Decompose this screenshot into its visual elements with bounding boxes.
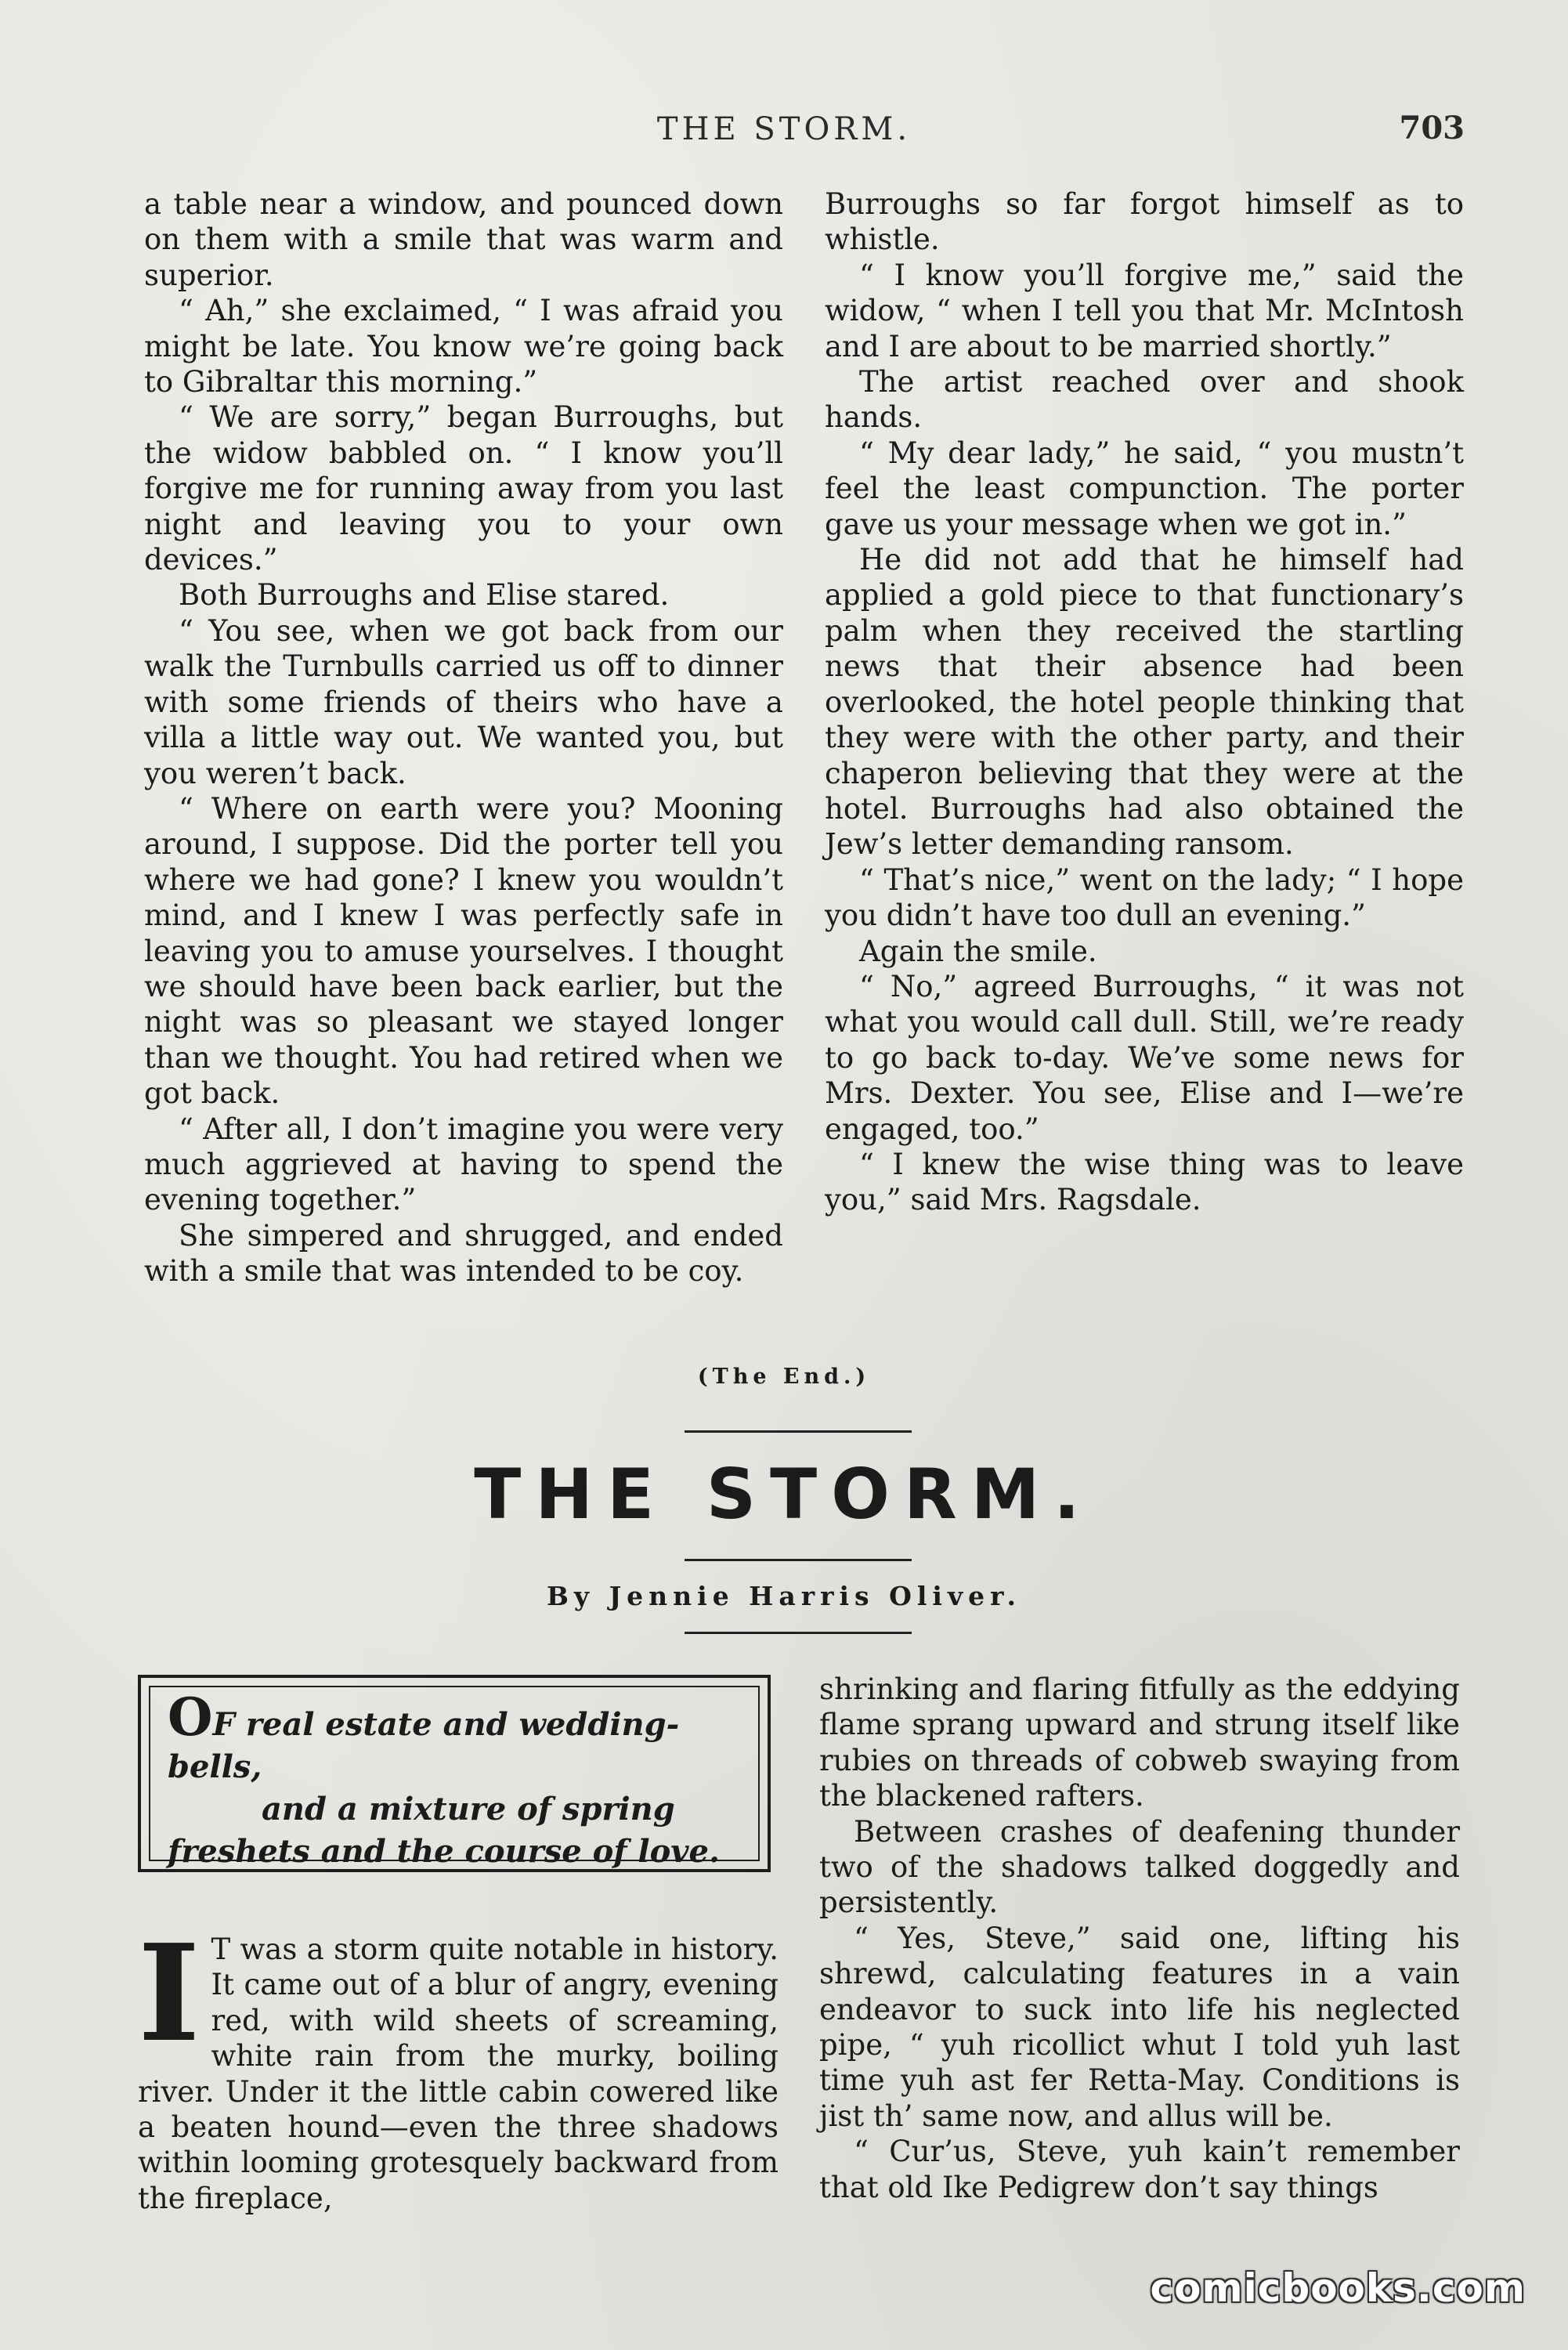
drop-cap: I — [138, 1915, 201, 2072]
paragraph: “ That’s nice,” went on the lady; “ I hope you didn’t have too dull an evening.” — [825, 862, 1464, 933]
blurb-line-2: and a mixture of spring — [262, 1791, 675, 1828]
byline: By Jennie Harris Oliver. — [547, 1581, 1021, 1611]
divider-rule — [685, 1632, 912, 1634]
blurb-line-3: freshets and the course of love. — [168, 1833, 720, 1870]
paragraph: “ I knew the wise thing was to leave you,” said Mrs. Ragsdale. — [825, 1147, 1464, 1217]
the-end-marker: (The End.) — [697, 1365, 871, 1389]
column-2 — [825, 186, 1464, 1218]
paragraph: T was a storm quite notable in history. It came out of a blur of angry, evening red, with wild sheets of screaming, white rain from the murky, boiling river. Under it the little cabin cowered like a beaten hound—even the three shadows within looming grotesquely backward from the fireplace, — [138, 1932, 779, 2215]
paragraph: “ You see, when we got back from our walk the Turnbulls carried us off to dinner with some friends of theirs who have a villa a little way out. We wanted you, but you weren’t back. — [144, 613, 783, 790]
paragraph: Burroughs so far forgot himself as to whistle. — [825, 187, 1464, 257]
watermark: comicbooks.com — [1150, 2265, 1526, 2311]
paragraph: She simpered and shrugged, and ended with a smile that was intended to be coy. — [144, 1218, 783, 1289]
paragraph: “ We are sorry,” began Burroughs, but the widow babbled on. “ I know you’ll forgive me for running away from you last night and leaving you to your own devices.” — [144, 400, 783, 577]
paragraph: a table near a window, and pounced down on them with a smile that was warm and superior. — [144, 187, 783, 292]
blurb-initial: O — [168, 1687, 213, 1748]
paragraph: “ I know you’ll forgive me,” said the widow, “ when I tell you that Mr. McIntosh and I are about to be married shortly.” — [825, 258, 1464, 363]
paragraph: “ My dear lady,” he said, “ you mustn’t feel the least compunction. The porter gave us your message when we got in.” — [825, 436, 1464, 541]
paragraph: shrinking and flaring fitfully as the eddying flame sprang upward and strung itself like rubies on threads of cobweb swaying from the blackened rafters. — [819, 1672, 1460, 1813]
blurb-line-1: F real estate and wedding-bells, — [168, 1706, 680, 1785]
page-number: 703 — [1399, 110, 1465, 146]
paragraph: “ No,” agreed Burroughs, “ it was not what you would call dull. Still, we’re ready to go back to-day. We’ve some news for Mrs. Dexter. You see, Elise and I—we’re engaged, too.” — [825, 969, 1464, 1146]
story-title: THE STORM. — [474, 1454, 1094, 1535]
paragraph: “ Where on earth were you? Mooning around, I suppose. Did the porter tell you where we had gone? I knew you wouldn’t mind, and I knew I was perfectly safe in leaving you to amuse yourselves. I thought we should have been back earlier, but the night was so pleasant we stayed longer than we thought. You had retired when we got back. — [144, 791, 783, 1111]
divider-rule — [685, 1559, 912, 1561]
blurb-box — [138, 1675, 771, 1872]
paragraph: “ Ah,” she exclaimed, “ I was afraid you might be late. You know we’re going back to Gibraltar this morning.” — [144, 294, 783, 400]
paragraph: “ Yes, Steve,” said one, lifting his shrewd, calculating features in a vain endeavor to suck into life his neglected pipe, “ yuh ricollict whut I told yuh last time yuh ast fer Retta-May. Conditions is jist th’ same now, and allus will be. — [819, 1921, 1460, 2133]
running-title: THE STORM. — [656, 111, 912, 147]
paragraph: Again the smile. — [859, 934, 1097, 968]
paragraph: He did not add that he himself had applied a gold piece to that functionary’s palm when they received the startling news that their absence had been overlooked, the hotel people thinking that they were with the other party, and their chaperon believing that they were at the hotel. Burroughs had also obtained the Jew’s letter demanding ransom. — [825, 543, 1464, 862]
paragraph: Between crashes of deafening thunder two of the shadows talked doggedly and persistently. — [819, 1814, 1460, 1920]
divider-rule — [685, 1430, 912, 1433]
column-3 — [138, 1915, 779, 2216]
paragraph: The artist reached over and shook hands. — [825, 365, 1464, 435]
blurb-text — [168, 1687, 732, 1873]
column-4 — [819, 1672, 1460, 2205]
paragraph: Both Burroughs and Elise stared. — [179, 578, 670, 613]
paragraph: “ After all, I don’t imagine you were very much aggrieved at having to spend the evening together.” — [144, 1112, 783, 1217]
paragraph: “ Cur’us, Steve, yuh kain’t remember that old Ike Pedigrew don’t say things — [819, 2135, 1460, 2204]
column-1 — [144, 186, 783, 1289]
